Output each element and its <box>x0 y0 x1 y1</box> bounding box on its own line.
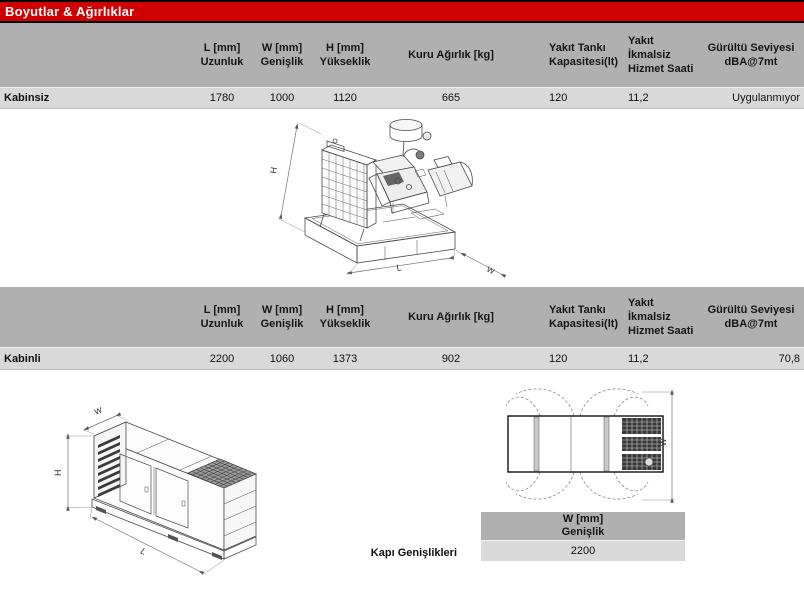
row-label: Kabinli <box>4 352 41 365</box>
alternator <box>428 162 472 196</box>
column-header-empty <box>0 23 190 87</box>
spec-table-header <box>0 287 804 347</box>
column-header-noise: Gürültü Seviyesi dBA@7mt <box>707 304 795 330</box>
column-header-height: H [mm] Yükseklik <box>319 304 371 330</box>
dim-label-w: W <box>659 438 668 446</box>
dim-line-h <box>281 126 297 216</box>
turbocharger <box>416 151 424 159</box>
column-header-length: L [mm] Uzunluk <box>200 42 244 68</box>
spec-table-kabinsiz <box>0 23 804 109</box>
door-width-value: 2200 <box>481 540 685 561</box>
engine-block <box>377 167 427 202</box>
dim-label-h: H <box>53 469 63 476</box>
door-post <box>604 417 609 471</box>
dim-label-l: L <box>395 262 403 273</box>
table-row-kabinsiz <box>0 87 804 109</box>
title-bar <box>0 0 804 23</box>
column-header-width: W [mm] Genişlik <box>260 42 304 68</box>
cell-noise: Uygulanmıyor <box>732 92 800 104</box>
cell-dry-weight: 902 <box>441 352 461 365</box>
cell-noise: 70,8 <box>778 352 800 365</box>
cell-length: 2200 <box>209 352 235 365</box>
column-header-length: L [mm] Uzunluk <box>200 304 244 330</box>
cell-width: 1000 <box>269 92 295 104</box>
cell-service-hours: 11,2 <box>628 92 649 104</box>
drawing-open-genset <box>265 110 515 282</box>
dim-label-w: W <box>485 264 496 277</box>
column-header-dry-weight: Kuru Ağırlık [kg] <box>408 49 494 61</box>
cell-fuel-tank: 120 <box>549 92 568 104</box>
column-header-dry-weight: Kuru Ağırlık [kg] <box>408 311 494 323</box>
door-width-header: W [mm] Genişlik <box>481 512 685 540</box>
column-header-empty <box>0 287 190 347</box>
dim-label-h: H <box>268 166 280 175</box>
cell-service-hours: 11,2 <box>628 352 649 365</box>
page-title: Boyutlar & Ağırlıklar <box>5 4 135 19</box>
door-post <box>534 417 539 471</box>
column-header-service-hours: Yakıt İkmalsiz Hizmet Saati <box>628 297 694 337</box>
drawing-canopied-genset <box>48 388 273 588</box>
cell-height: 1120 <box>333 92 357 104</box>
column-header-fuel-tank: Yakıt Tankı Kapasitesi(lt) <box>549 42 619 68</box>
air-cleaner <box>390 120 422 131</box>
door-widths-label: Kapı Genişlikleri <box>370 547 457 559</box>
cell-length: 1780 <box>209 92 235 104</box>
cell-height: 1373 <box>332 352 358 365</box>
skid-side <box>305 218 357 263</box>
door-width-table <box>481 512 685 561</box>
dim-line-w <box>463 254 503 275</box>
spec-table-kabinli <box>0 287 804 370</box>
column-header-fuel-tank: Yakıt Tankı Kapasitesi(lt) <box>549 304 619 330</box>
row-label: Kabinsiz <box>4 92 50 104</box>
drawing-door-swing-top-view <box>498 382 713 512</box>
dim-label-w: W <box>93 405 104 417</box>
cell-width: 1060 <box>269 352 295 365</box>
table-row-kabinli <box>0 347 804 370</box>
column-header-noise: Gürültü Seviyesi dBA@7mt <box>707 42 795 68</box>
column-header-width: W [mm] Genişlik <box>260 304 304 330</box>
column-header-service-hours: Yakıt İkmalsiz Hizmet Saati <box>628 35 694 75</box>
cell-dry-weight: 665 <box>441 92 461 104</box>
column-header-height: H [mm] Yükseklik <box>319 42 371 68</box>
dim-label-l: L <box>139 545 148 557</box>
spec-table-header <box>0 23 804 87</box>
dim-line-w <box>86 415 118 429</box>
cell-fuel-tank: 120 <box>549 352 568 365</box>
radiator-plan-grille <box>622 418 661 470</box>
